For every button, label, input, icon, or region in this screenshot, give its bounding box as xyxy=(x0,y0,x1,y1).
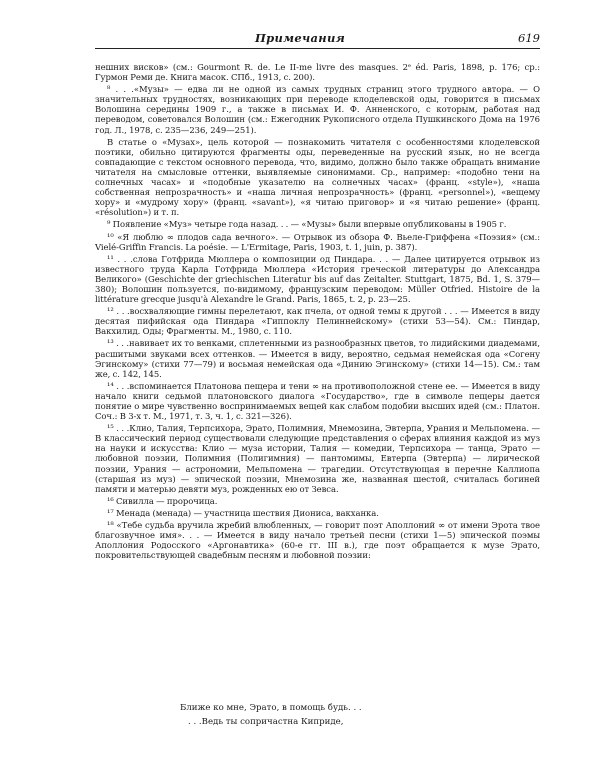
running-header xyxy=(95,28,540,50)
note-14: ¹⁴ . . .вспоминается Платонова пещера и тени ∞ на противоположной стене ее. — Имеется в виду начало книги седьмой платоновского диалога «Государство», где в символе пещеры дается понятие о мире чувственно воспринимаемых вещей как слабом подобии высших идей (см.: Платон. Соч.: В 3-х т. М., 1971, т. 3, ч. 1, с. 321—326). xyxy=(95,380,540,422)
note-continuation: нешних висков» (см.: Gourmont R. de. Le II-me livre des masques. 2ᵉ éd. Paris, 1898, p. 176; ср.: Гурмон Реми де. Книга масок. СПб., 1913, с. 200). xyxy=(95,62,540,83)
poem-line-2: . . .Ведь ты сопричастна Киприде, xyxy=(188,717,344,727)
note-8-commentary: В статье о «Музах», цель которой — познакомить читателя с особенностями клоделевской поэтики, обильно цитируются фрагменты оды, переведенные на русский язык, но не всегда совпадающие с текстом основного перевода, что, видимо, должно было также обращать внимание читателя на смысловые оттенки, выявляемые синонимами. Ср., например: «подобно тени на солнечных часах» и «подобные указателю на солнечных часах» (франц. «style»), «наша собственная непрозрачность» и «наша личная непрозрачность» (франц. «personnel»), «вещему хору» и «мудрому хору» (франц. «savant»), «я читаю приговор» и «я читаю решение» (франц. «résolution») и т. п. xyxy=(95,136,540,218)
note-9: ⁹ Появление «Муз» четыре года назад. . . — «Музы» были впервые опубликованы в 1905 г. xyxy=(107,219,507,230)
note-17: ¹⁷ Менада (менада) — участница шествия Диониса, вакханка. xyxy=(107,507,379,518)
note-13: ¹³ . . .навивает их то венками, сплетенными из разнообразных цветов, то лидийскими диадемами, расшитыми звуками всех оттенков. — Имеется в виду, вероятно, седьмая немейская ода «Согену Эгинскому» (стихи 77—79) и восьмая немейская ода «Динию Эгинскому» (стихи 14—15). См.: там же, с. 142, 145. xyxy=(95,338,540,379)
page-number: 619 xyxy=(518,31,540,45)
page-title: Примечания xyxy=(255,31,346,45)
note-11: ¹¹ . . .слова Готфрида Мюллера о композиции од Пиндара. . . — Далее цитируется отрывок из известного труда Карла Готфрида Мюллера «История греческой литературы до Александра Великого» (Geschichte der griechischen Literatur bis auf das Zeitalter. Stuttgart, 1875, Bd. 1, S. 379—380); Волошин пользуется, по-видимому, французским переводом: Müller Otfried. Histoire de la littérature grecque jusqu'à Alexandre le Grand. Paris, 1865, t. 2, p. 23—25. xyxy=(95,253,540,305)
poem-line-1: Ближе ко мне, Эрато, в помощь будь. . . xyxy=(180,703,362,713)
note-15: ¹⁵ . . .Клио, Талия, Терпсихора, Эрато, Полимния, Мнемозина, Эвтерпа, Урания и Мельпомена. — В классический период существовали следующие представления о сферах влияния каждой из муз на науки и искусства: Клио — муза истории, Талия — комедии, Терпсихора — танца, Эрато — любовной поэзии, Полимния (Полигимния) — пантомимы, Евтерпа (Эвтерпа) — лирической поэзии, Урания — астрономии, Мельпомена — трагедии. Отсутствующая в перечне Каллиопа (старшая из муз) — эпической поэзии, Мнемозина же, названная шестой, считалась богиней памяти и матерью девяти муз, рожденных ею от Зевса. xyxy=(95,423,540,494)
note-16: ¹⁶ Сивилла — пророчица. xyxy=(107,495,218,506)
notes-body xyxy=(95,62,540,702)
note-18: ¹⁸ «Тебе судьба вручила жребий влюбленных, — говорит поэт Аполлоний ∞ от имени Эрота твое благозвучное имя». . . — Имеется в виду начало третьей песни (стихи 1—5) эпической поэмы Аполлония Родосского «Аргонавтика» (60-е гг. III в.), где поэт обращается к музе Эрато, покровительствующей свадебным песням и любовной поэзии: xyxy=(95,520,540,561)
poem-quote xyxy=(180,703,480,731)
note-12: ¹² . . .восхваляющие гимны перелетают, как пчела, от одной темы к другой . . . — Имеется в виду десятая пифийская ода Пиндара «Гиппоклу Пелиннейскому» (стихи 53—54). См.: Пиндар, Вакхилид. Оды; Фрагменты. М., 1980, с. 110. xyxy=(95,306,540,337)
note-10: ¹⁰ «Я люблю ∞ плодов сада вечного». — Отрывок из обзора Ф. Вьеле-Гриффена «Поэзия» (см.: Vielé-Griffin Francis. La poésie. — L'Ermitage, Paris, 1903, t. 1, juin, p. 387). xyxy=(95,231,540,252)
header-rule xyxy=(95,48,540,49)
note-8: ⁸ . . .«Музы» — едва ли не одной из самых трудных страниц этого трудного автора. — О значительных трудностях, возникающих при переводе клоделевской оды, говорится в письмах Волошина середины 1909 г., а также в письмах И. Ф. Анненского, с которым, работая над переводом, советовался Волошин (см.: Ежегодник Рукописного отдела Пушкинского Дома на 1976 год. Л., 1978, с. 235—236, 249—251). xyxy=(95,84,540,135)
